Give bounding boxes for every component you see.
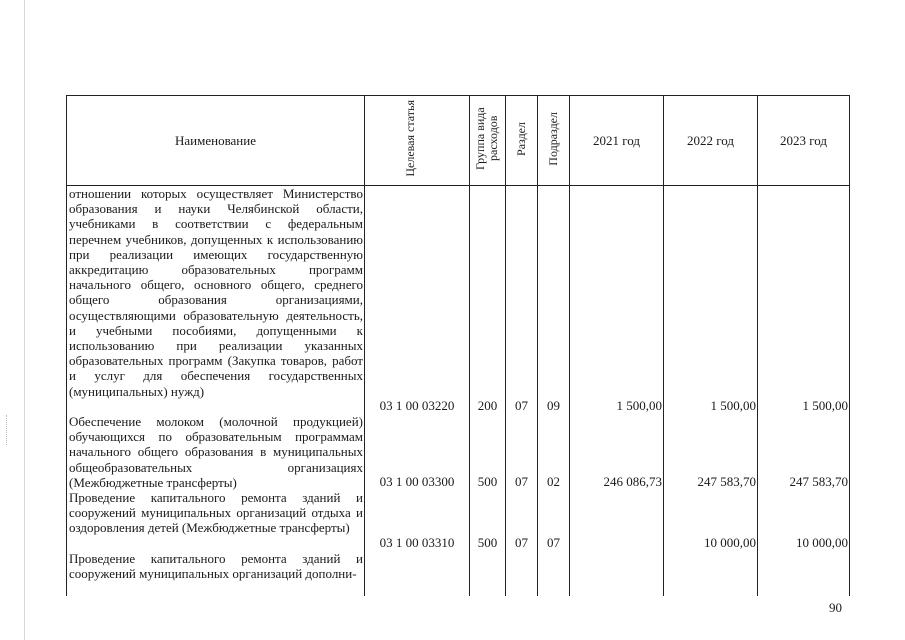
row-section: 07 <box>515 535 528 550</box>
row-group: 200 <box>477 398 498 413</box>
row-amount-2022: 1 500,00 <box>710 398 756 413</box>
table-header-row <box>67 96 850 186</box>
row-subsection: 09 <box>547 398 560 413</box>
row-amount-2022: 247 583,70 <box>697 474 756 489</box>
row-code: 03 1 00 03220 <box>379 398 455 413</box>
row-amount-2021: 246 086,73 <box>603 474 662 489</box>
row-group: 500 <box>477 535 498 550</box>
page-left-edge <box>24 0 25 640</box>
row-amount-2023: 10 000,00 <box>796 535 848 550</box>
header-2022: 2022 год <box>664 96 758 186</box>
row-code: 03 1 00 03300 <box>379 474 455 489</box>
amount-2022-column <box>664 186 758 597</box>
header-expense-group: Группа вида расходов <box>470 96 506 186</box>
row-amount-2022: 10 000,00 <box>704 535 756 550</box>
subsection-column <box>538 186 570 597</box>
amount-2021-column <box>570 186 664 597</box>
row-section: 07 <box>515 474 528 489</box>
name-column <box>67 186 365 597</box>
header-2021: 2021 год <box>570 96 664 186</box>
group-column <box>470 186 506 597</box>
header-target-article: Целевая статья <box>365 96 470 186</box>
table-body <box>67 186 850 597</box>
row-name: Обеспечение молоком (молочной продукцией) обучающихся по образовательным программам начального общего образования в муниципальных общеобразовательных организациях (Межбюджетные трансферты) <box>69 414 363 490</box>
row-name: Проведение капитального ремонта зданий и сооружений муниципальных организаций дополни- <box>69 551 363 581</box>
code-column <box>365 186 470 597</box>
row-amount-2021: 1 500,00 <box>616 398 662 413</box>
row-section: 07 <box>515 398 528 413</box>
row-name: Проведение капитального ремонта зданий и сооружений муниципальных организаций отдыха и оздоровления детей (Межбюджетные трансферты) <box>69 490 363 536</box>
row-amount-2023: 247 583,70 <box>789 474 848 489</box>
page-number: 90 <box>829 600 842 615</box>
header-section: Раздел <box>506 96 538 186</box>
header-subsection: Подраздел <box>538 96 570 186</box>
row-name: отношении которых осуществляет Министерство образования и науки Челябинской области, учебниками в соответствии с федеральным перечнем учебников, допущенных к использованию при реализации имеющих государственную аккредитацию образовательных программ начального общего, основного общего, среднего общего образования организациями, осуществляющими образовательную деятельность, и учебными пособиями, допущенными к использованию при реализации указанных образовательных программ (Закупка товаров, работ и услуг для обеспечения государственных (муниципальных) нужд) <box>69 186 363 399</box>
header-2023: 2023 год <box>758 96 850 186</box>
scan-mark <box>6 415 7 445</box>
row-code: 03 1 00 03310 <box>379 535 455 550</box>
row-amount-2023: 1 500,00 <box>802 398 848 413</box>
row-subsection: 07 <box>547 535 560 550</box>
budget-table <box>66 95 850 596</box>
amount-2023-column <box>758 186 850 597</box>
row-group: 500 <box>477 474 498 489</box>
row-amount-2021 <box>570 535 663 565</box>
row-subsection: 02 <box>547 474 560 489</box>
section-column <box>506 186 538 597</box>
header-name: Наименование <box>67 96 365 186</box>
